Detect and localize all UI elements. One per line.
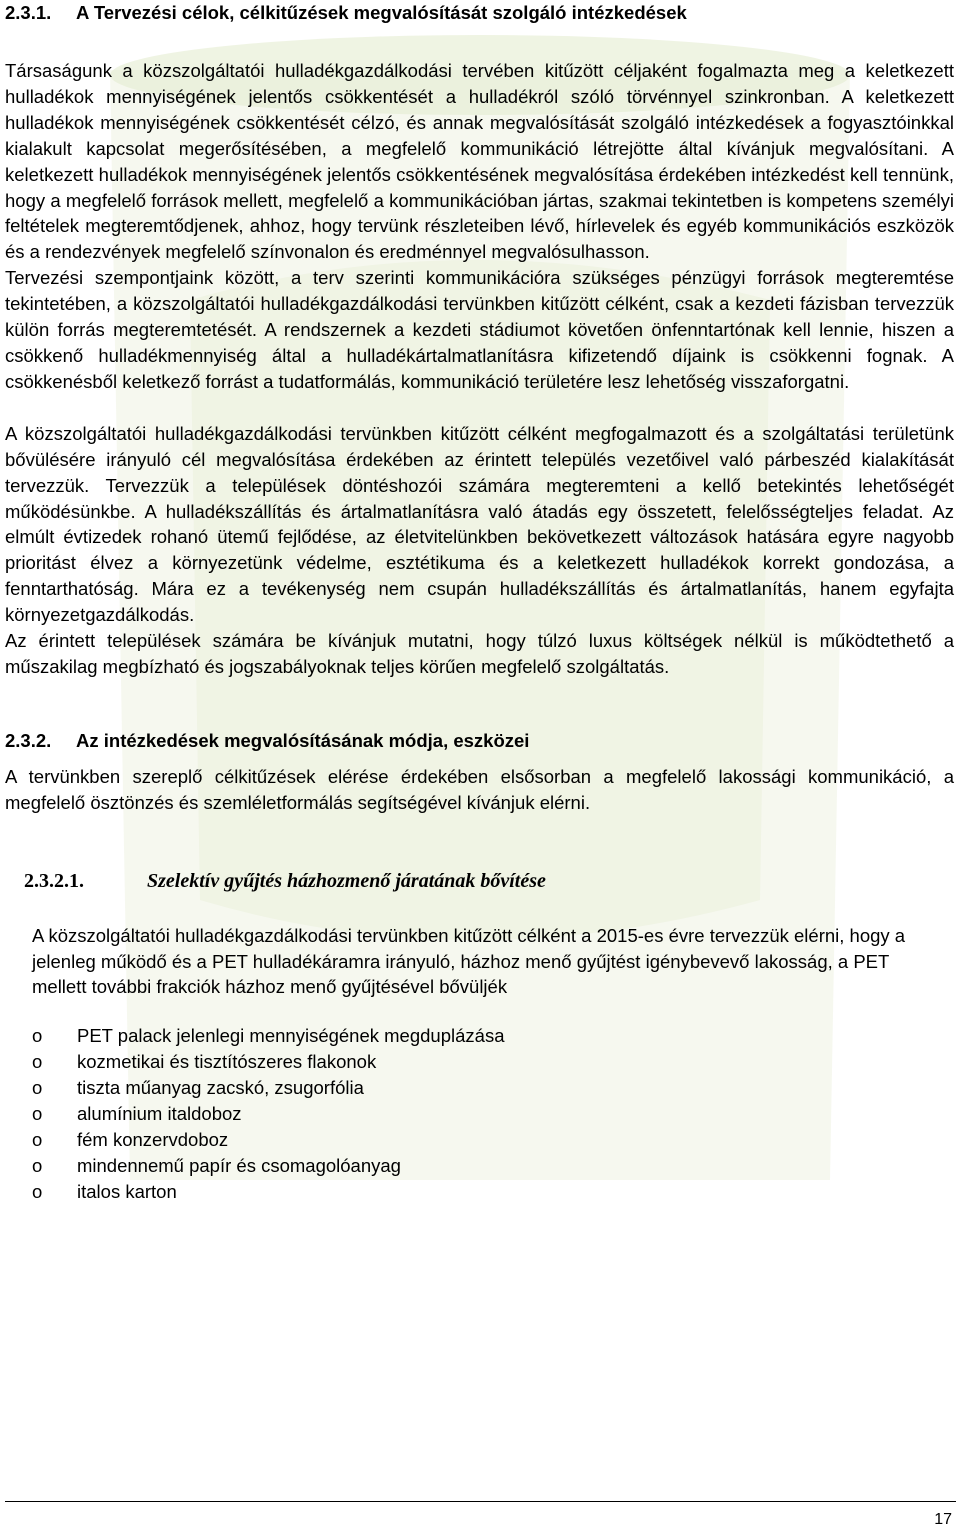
list-bullet: o xyxy=(32,1180,43,1202)
section-heading-2-3-2 xyxy=(5,728,954,754)
subsection-number: 2.3.2.1. xyxy=(24,869,84,892)
fraction-list xyxy=(5,1023,954,1204)
list-bullet: o xyxy=(32,1154,43,1176)
section-title: Az intézkedések megvalósításának módja, eszközei xyxy=(76,729,530,751)
list-item xyxy=(32,1075,954,1101)
list-item xyxy=(32,1153,954,1179)
list-item-text: kozmetikai és tisztítószeres flakonok xyxy=(77,1051,377,1073)
list-bullet: o xyxy=(32,1129,43,1150)
list-item-text: PET palack jelenlegi mennyiségének megduplázása xyxy=(77,1025,505,1047)
section-heading-2-3-1 xyxy=(5,0,954,26)
list-item-text: tiszta műanyag zacskó, zsugorfólia xyxy=(77,1077,364,1099)
list-item xyxy=(32,1101,954,1127)
list-item-text: mindennemű papír és csomagolóanyag xyxy=(77,1154,401,1176)
list-item-text: italos karton xyxy=(77,1180,177,1202)
body-paragraph: Tervezési szempontjaink között, a terv szerinti kommunikációra szükséges pénzügyi források megteremtése tekintetében, a közszolgáltatói hulladékgazdálkodási tervünkben kitűzött célként, csak a kezdeti fázisban tervezzük külön forrás megteremtetését. A rendszernek a kezdeti stádiumot követően önfenntartónak kell lennie, hiszen a csökkenő hulladékmennyiség által a hulladékártalmatlanításra kifizetendő díjaink is csökkenni fognak. A csökkenésből keletkező forrást a tudatformálás, kommunikáció területére lesz lehetőség visszaforgatni. xyxy=(5,267,954,392)
body-paragraph: Az érintett települések számára be kívánjuk mutatni, hogy túlzó luxus költségek nélkül is működtethető a műszakilag megbízható és jogszabályoknak teljes körűen megfelelő szolgáltatás. xyxy=(5,630,954,677)
page-number: 17 xyxy=(934,1511,952,1528)
subsection-title: Szelektív gyűjtés házhozmenő járatának bővítése xyxy=(147,869,546,892)
list-bullet: o xyxy=(32,1025,43,1047)
list-item-text: fém konzervdoboz xyxy=(77,1129,229,1150)
section-number: 2.3.2. xyxy=(5,729,52,751)
list-item-text: alumínium italdoboz xyxy=(77,1103,242,1125)
list-bullet: o xyxy=(32,1103,43,1125)
body-paragraph: A közszolgáltatói hulladékgazdálkodási tervünkben kitűzött célként megfogalmazott és a szolgáltatási területünk bővülésére irányuló cél megvalósítása érdekében az érintett település vezetőivel való párbeszéd kialakítását tervezzük. Tervezzük a települések döntéshozói számára megteremteni a kellő betekintés lehetőségét működésünkbe. A hulladékszállítás és ártalmatlanításra való átadás egy összetett, felelősségteljes feladat. Az elmúlt évtizedek rohanó ütemű fejlődése, az életvitelünkben bekövetkezett változások hatására egyre nagyobb prioritást élvez a környezetünk védelme, esztétikuma és a keletkezett hulladékok korrekt gondozása, a fenntarthatóság. Mára ez a tevékenység nem csupán hulladékszállítás és ártalmatlanítás, hanem egyfajta környezetgazdálkodás. xyxy=(5,422,954,626)
list-item xyxy=(32,1023,954,1049)
body-paragraph: A közszolgáltatói hulladékgazdálkodási tervünkben kitűzött célként a 2015-es évre tervezzük elérni, hogy a jelenleg működő és a PET hulladékáramra irányuló, házhoz menő gyűjtést igénybevevő lakosság, a PET mellett további frakciók házhoz menő gyűjtésével bővüljék xyxy=(32,924,906,998)
list-item xyxy=(32,1049,954,1075)
list-bullet: o xyxy=(32,1077,43,1099)
section-title: A Tervezési célok, célkitűzések megvalósítását szolgáló intézkedések xyxy=(76,2,687,23)
section-number: 2.3.1. xyxy=(5,2,52,23)
list-item xyxy=(32,1179,954,1205)
body-paragraph: Társaságunk a közszolgáltatói hulladékgazdálkodási tervében kitűzött céljaként fogalmazta meg a keletkezett hulladékok mennyiségének jelentős csökkentését a hulladékról szóló törvénnyel szinkronban. A keletkezett hulladékok mennyiségének csökkentését célzó, és annak megvalósítását szolgáló intézkedések a fogyasztóinkkal kialakult kapcsolat megerősítésében, a megfelelő kommunikáció létrejötte által kívánjuk megvalósítani. A keletkezett hulladékok mennyiségének jelentős csökkentésének megvalósítása érdekében intézkedést kell tennünk, hogy a megfelelő források mellett, megfelelő a kommunikációban jártas, szakmai tekintetben is kompetens személyi feltételek megteremtődjenek, ahhoz, hogy tervünk részleteiben lévő, hírlevelek és egyéb kommunikációs eszközök és a rendezvények megfelelő színvonalon és eredménnyel megvalósulhasson. xyxy=(5,60,954,263)
body-paragraph: A tervünkben szereplő célkitűzések elérése érdekében elsősorban a megfelelő lakossági kommunikáció, a megfelelő ösztönzés és szemléletformálás segítségével kívánjuk elérni. xyxy=(5,765,954,813)
list-bullet: o xyxy=(32,1051,43,1073)
list-item xyxy=(32,1127,954,1153)
subsection-heading-2-3-2-1 xyxy=(5,868,954,894)
footer-divider xyxy=(5,1501,956,1502)
